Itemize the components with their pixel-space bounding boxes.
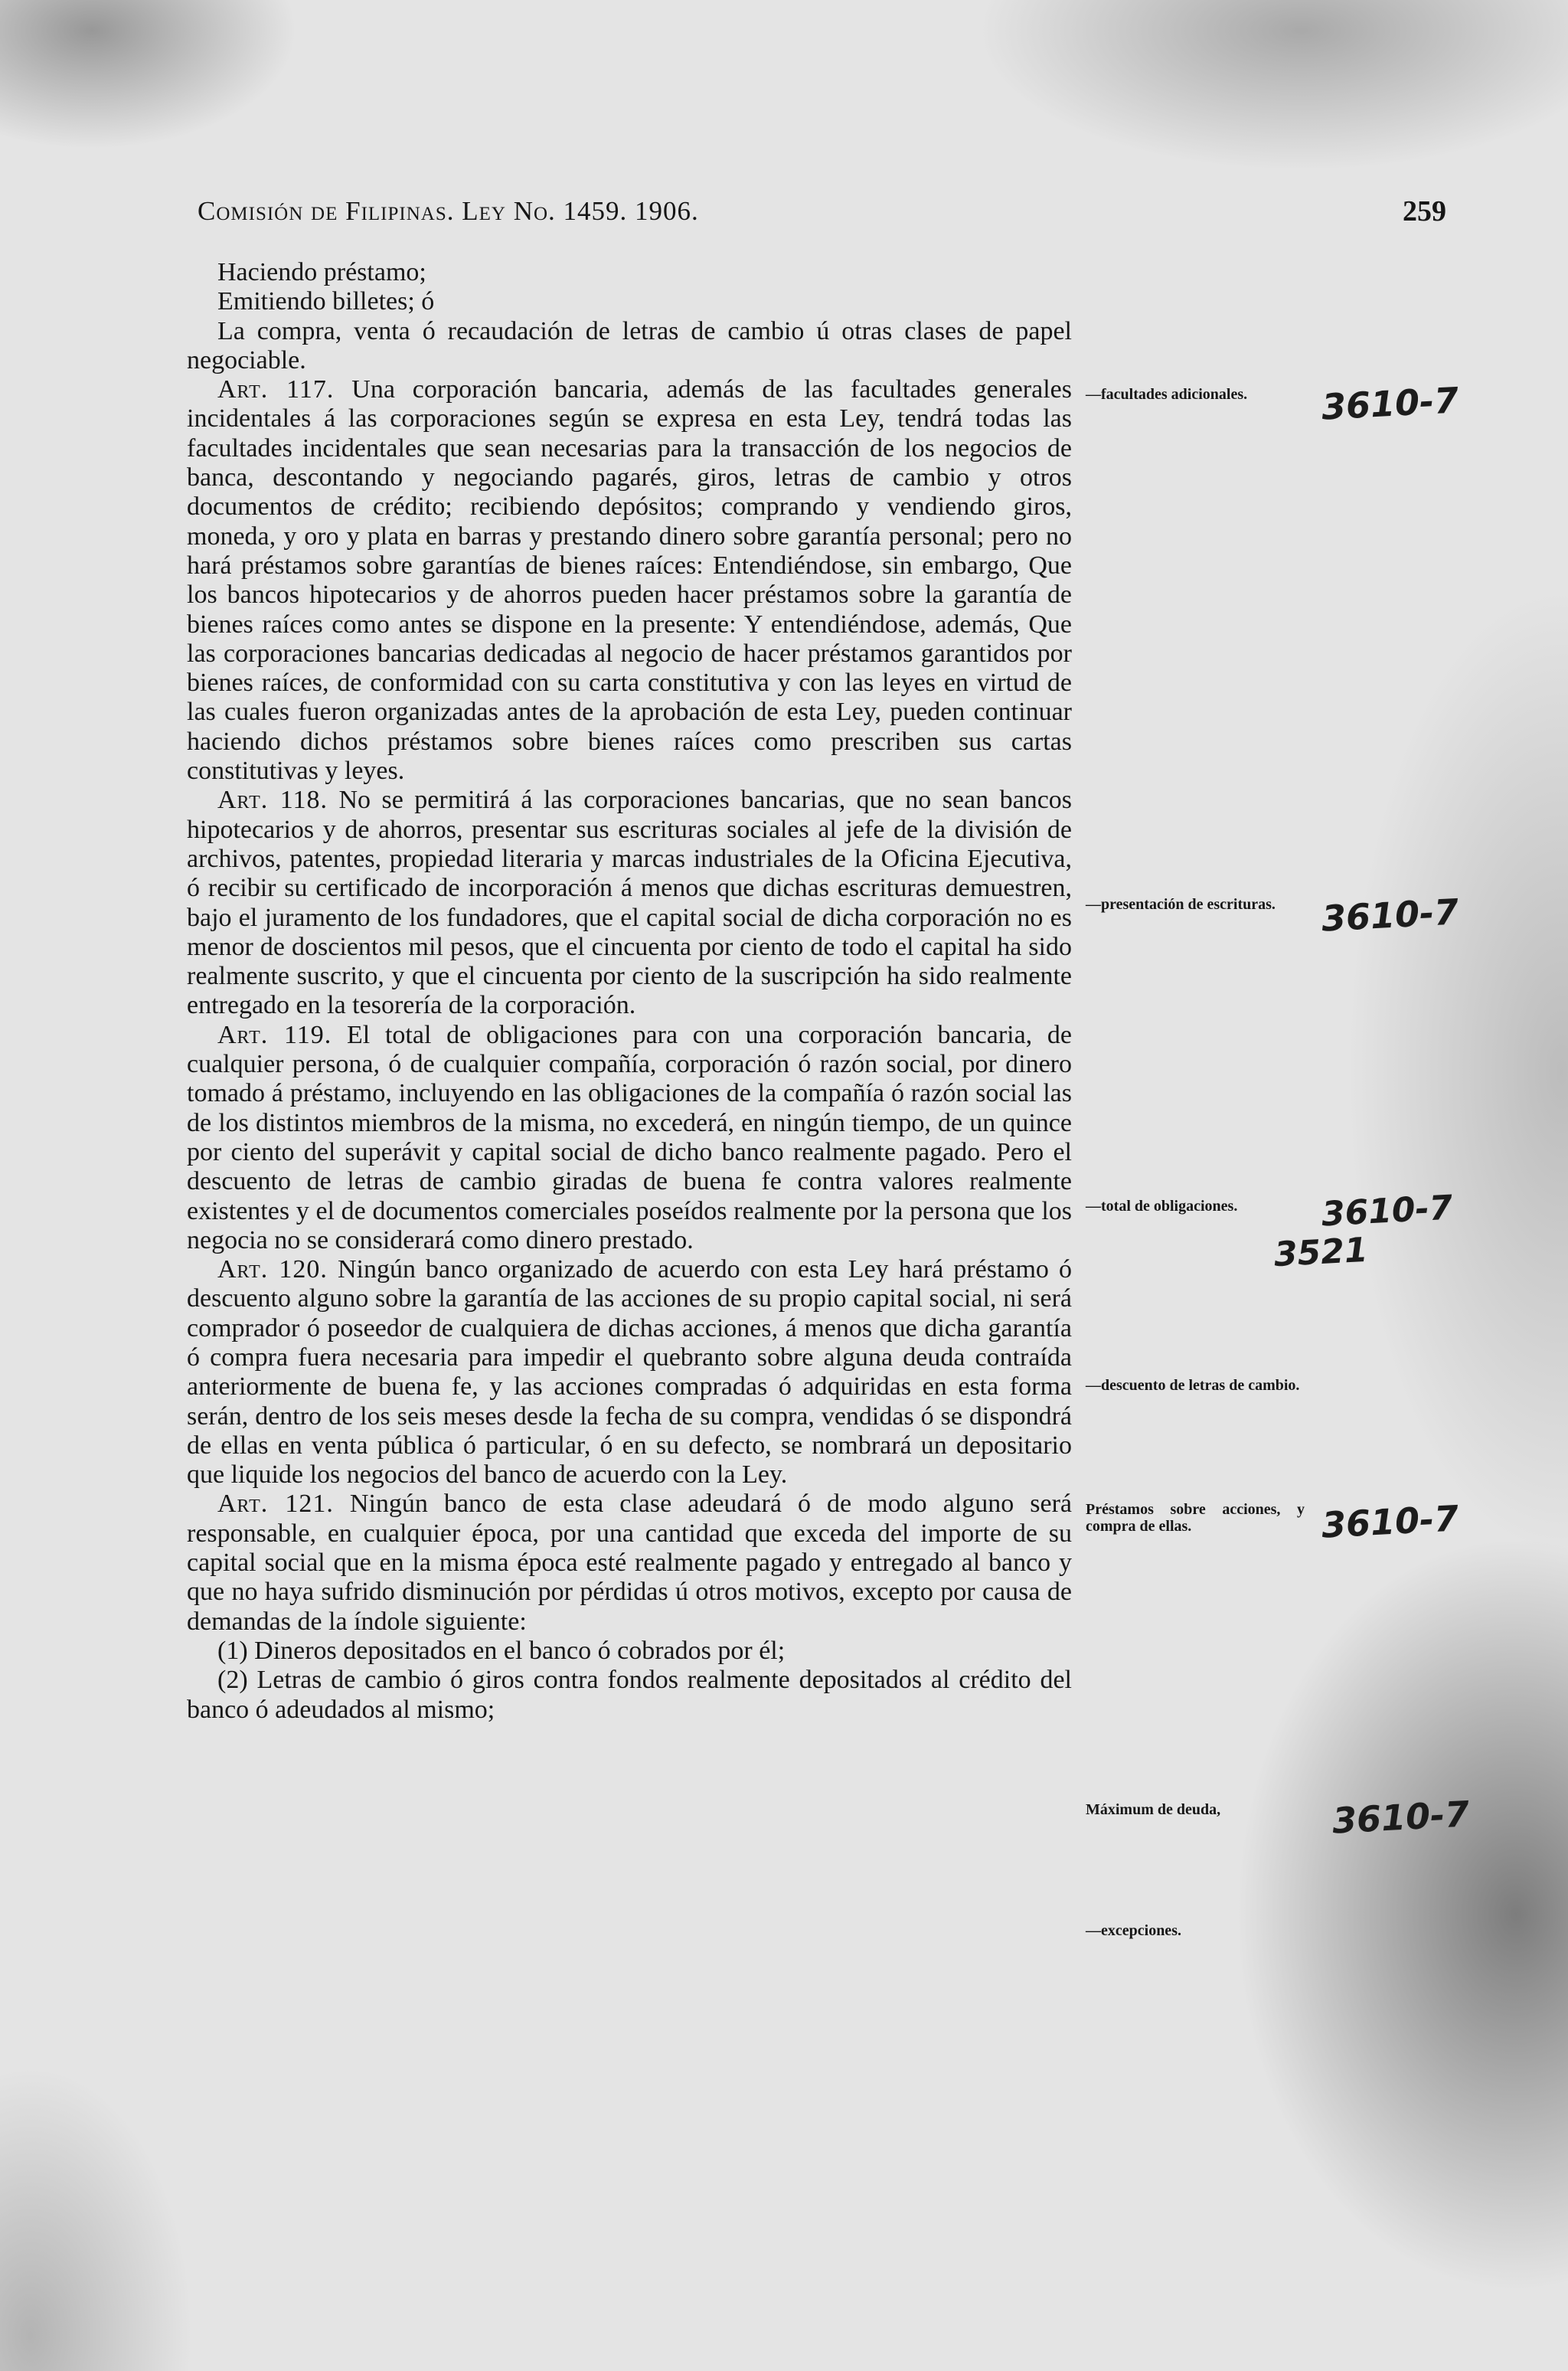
page-number: 259 [1403,195,1446,227]
article-118 [187,786,1072,1020]
marginal-note-prestamos: Préstamos sobre acciones, y compra de ellas. [1086,1501,1305,1535]
running-title: Comisión de Filipinas. Ley No. 1459. 1906. [198,196,699,226]
article-119 [187,1021,1072,1255]
handwritten-annotation: 3610-7 [1320,1188,1454,1235]
article-text: Ningún banco de esta clase adeudará ó de modo alguno será responsable, en cualquier época, por una cantidad que exceda del importe de su capital social que en la misma época esté realmente pagado y entregado al banco y que no haya sufrido disminución por pérdidas ú otros motivos, excepto por causa de demandas de la índole siguiente: [187,1490,1073,1636]
handwritten-annotation: 3521 [1272,1230,1369,1275]
marginal-note-maximum: Máximum de deuda, [1086,1801,1221,1818]
article-120 [187,1255,1072,1490]
marginal-note-obligaciones: —total de obligaciones. [1086,1198,1238,1215]
article-text: El total de obligaciones para con una corporación bancaria, de cualquier persona, ó de cualquier compañía, corporación ó razón social, por dinero tomado á préstamo, incluyendo en las obligaciones de la compañía ó razón social las de los distintos miembros de la misma, no excederá, en ningún tiempo, de un quince por ciento del superávit y capital social de dicho banco realmente pagado. Pero el descuento de letras de cambio giradas de buena fe contra valores realmente existentes y el de documentos comerciales poseídos realmente por la persona que los negocia no se considerará como dinero prestado. [187,1020,1073,1254]
article-text: No se permitirá á las corporaciones bancarias, que no sean bancos hipotecarios y de ahorros, presentar sus escrituras sociales al jefe de la división de archivos, patentes, propiedad literaria y marcas industriales de la Oficina Ejecutiva, ó recibir su certificado de incorporación á menos que dichas escrituras demuestren, bajo el juramento de los fundadores, que el capital social de dicha corporación no es menor de doscientos mil pesos, que el cincuenta por ciento de todo el capital ha sido realmente suscrito, y que el cincuenta por ciento de la suscripción ha sido realmente entregado en la tesorería de la corporación. [187,786,1073,1020]
article-label: Art. 119. [217,1020,332,1049]
article-117 [187,375,1072,786]
article-121 [187,1490,1072,1636]
marginal-note-descuento: —descuento de letras de cambio. [1086,1377,1300,1394]
list-item-letras: (2) Letras de cambio ó giros contra fondos realmente depositados al crédito del banco ó adeudados al mismo; [187,1666,1072,1724]
marginal-note-excepciones: —excepciones. [1086,1922,1181,1939]
handwritten-annotation: 3610-7 [1331,1793,1471,1842]
marginal-note-facultades: —facultades adicionales. [1086,386,1248,403]
main-text-column [187,258,1072,1725]
list-item-dineros: (1) Dineros depositados en el banco ó cobrados por él; [217,1636,786,1665]
handwritten-annotation: 3610-7 [1320,1497,1460,1546]
handwritten-annotation: 3610-7 [1320,891,1460,940]
marginal-note-presentacion: —presentación de escrituras. [1086,896,1276,913]
running-header [198,195,1446,234]
article-label: Art. 117. [217,375,335,404]
list-item-haciendo: Haciendo préstamo; [217,258,426,286]
handwritten-annotation: 3610-7 [1320,379,1460,428]
article-text: Una corporación bancaria, además de las facultades generales incidentales á las corporaciones según se expresa en esta Ley, tendrá todas las facultades incidentales que sean necesarias para la transacción de los negocios de banca, descontando y negociando pagarés, giros, letras de cambio y otros documentos de crédito; recibiendo depósitos; comprando y vendiendo giros, moneda, y oro y plata en barras y prestando dinero sobre garantía personal; pero no hará préstamos sobre garantías de bienes raíces: Entendiéndose, sin embargo, Que los bancos hipotecarios y de ahorros pueden hacer préstamos sobre la garantía de bienes raíces como antes se dispone en la presente: Y entendiéndose, además, Que las corporaciones bancarias dedicadas al negocio de hacer préstamos garantidos por bienes raíces, de conformidad con su carta constitutiva y con las leyes en virtud de las cuales fueron organizadas antes de la aprobación de esta Ley, pueden continuar haciendo dichos préstamos sobre bienes raíces como prescriben sus cartas constitutivas y leyes. [187,375,1072,786]
article-label: Art. 121. [217,1490,334,1519]
article-label: Art. 118. [217,786,328,815]
article-text: Ningún banco organizado de acuerdo con esta Ley hará préstamo ó descuento alguno sobre la garantía de las acciones de su propio capital social, ni será comprador ó poseedor de cualquiera de dichas acciones, á menos que dicha garantía ó compra fuera necesaria para impedir el quebranto sobre alguna deuda contraída anteriormente de buena fe, y las acciones compradas ó adquiridas en esta forma serán, dentro de los seis meses desde la fecha de su compra, vendidas ó se dispondrá de ellas en venta pública ó particular, ó en su defecto, se nombrará un depositario que liquide los negocios del banco de acuerdo con la Ley. [187,1255,1073,1490]
list-item-compra: La compra, venta ó recaudación de letras de cambio ú otras clases de papel negociable. [187,316,1072,374]
article-label: Art. 120. [217,1255,328,1284]
list-item-emitiendo: Emitiendo billetes; ó [217,287,435,316]
